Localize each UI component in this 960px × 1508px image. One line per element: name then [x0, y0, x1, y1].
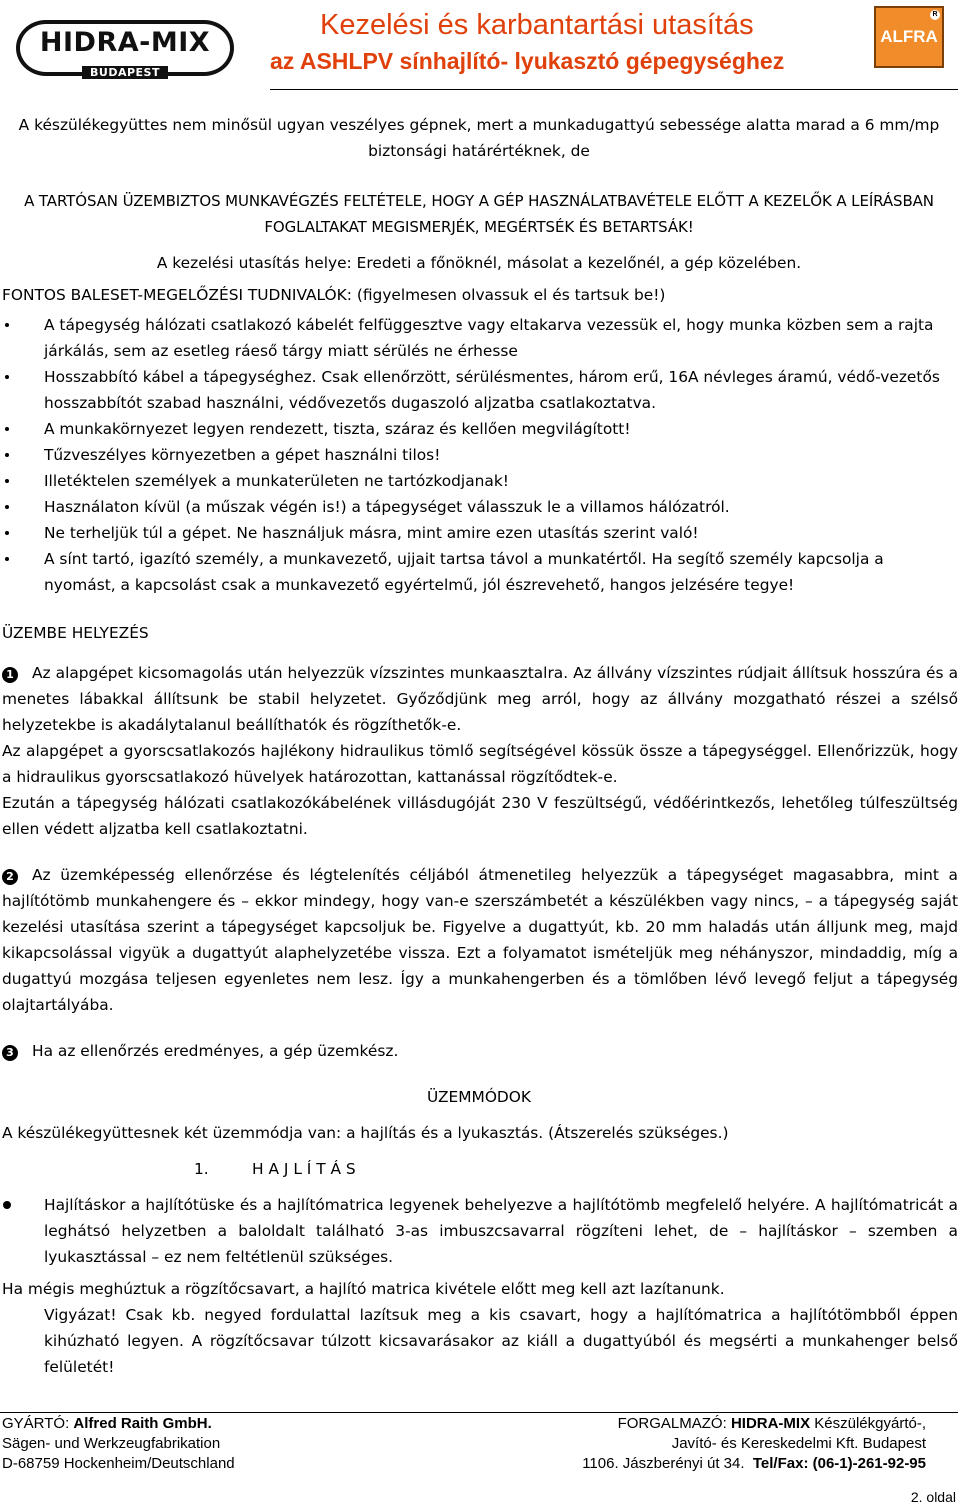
- safety-item: [0, 494, 958, 520]
- safety-item-key: jelzésére: [670, 576, 740, 594]
- startup-step-1: [0, 660, 958, 738]
- document-subtitle: az ASHLPV sínhajlító- lyukasztó gépegységhez: [270, 48, 785, 74]
- safety-item: [0, 520, 958, 546]
- manufacturer-label: GYÁRTÓ:: [2, 1415, 74, 1432]
- safety-heading-note: (figyelmesen olvassuk el és tartsuk be!): [351, 286, 666, 304]
- intro-text: A készülékegyüttes nem minősül ugyan veszélyes gépnek, mert a munkadugattyú sebessége alatta marad a 6 mm/mp biztonsági határértéknek, de: [18, 116, 940, 160]
- page-header: [0, 0, 960, 92]
- startup-heading: ÜZEMBE HELYEZÉS: [2, 624, 149, 642]
- step-number-badge: 2: [2, 869, 18, 885]
- footer-divider: [0, 1412, 958, 1413]
- safety-item: [0, 546, 958, 598]
- step-text: Az üzemképesség ellenőrzése és: [32, 866, 310, 884]
- step-text: céljából átmenetileg helyezzük a tápegységet magasabbra, mint a hajlítótömb munkahengere és – ekkor mindegy, hogy van-e szerszámbetét a készülékben vagy nincs, – a: [2, 866, 958, 910]
- safety-item-text: A sínt tartó, igazító személy, a: [44, 550, 284, 568]
- alfra-logo: [874, 6, 944, 68]
- safety-item: [0, 312, 958, 364]
- logo-budapest-text: BUDAPEST: [82, 66, 168, 79]
- warning-text: Csak kb. negyed fordulattal lazítsuk meg a kis csavart, hogy a hajlítómatrica a hajlítótömbből éppen kihúzható legyen. A rögzítőcsavar túlzott kicsavarásakor az kiáll a dugattyúból és megsérti a munkahenger belső felületét!: [44, 1306, 958, 1376]
- safety-item: [0, 416, 958, 442]
- safety-item-key: A munkakörnyezet: [44, 420, 188, 438]
- hidra-mix-logo: [16, 20, 234, 79]
- distributor-line2: Javító- és Kereskedelmi Kft. Budapest: [671, 1435, 926, 1452]
- safety-item-key: Hosszabbító kábel a tápegységhez.: [44, 368, 317, 386]
- safety-item-key: Tűzveszélyes: [44, 446, 147, 464]
- bending-list: [0, 1192, 958, 1270]
- modes-intro: A készülékegyüttesnek két üzemmódja van: a hajlítás és a lyukasztás. (Átszerelés szükséges.): [2, 1124, 729, 1142]
- mode-number: 1.: [194, 1160, 209, 1178]
- warning-caps-text: A TARTÓSAN ÜZEMBIZTOS MUNKAVÉGZÉS FELTÉTELE, HOGY A GÉP HASZNÁLATBAVÉTELE ELŐTT A KEZELŐK A LEÍRÁSBAN FOGLALTAKAT MEGISMERJÉK, MEGÉRTSÉK ÉS BETARTSÁK!: [24, 192, 934, 236]
- distributor-info: [530, 1414, 926, 1474]
- page-number: 2. oldal: [910, 1489, 956, 1505]
- logo-hidra-text: HIDRA-MIX: [39, 27, 211, 58]
- safety-item-text: Csak ellenőrzött, sérülésmentes, három erű, 16A névleges áramú, védő-vezetős hosszabbítót szabad használni, védővezetős dugaszoló aljzatba csatlakoztatva.: [44, 368, 940, 412]
- manufacturer-line2: Sägen- und Werkzeugfabrikation: [2, 1435, 221, 1452]
- bending-warning: [0, 1302, 958, 1380]
- manufacturer-info: [2, 1414, 235, 1474]
- manufacturer-address: D-68759 Hockenheim/Deutschland: [2, 1455, 235, 1472]
- manufacturer-name: Alfred Raith GmbH.: [73, 1415, 212, 1432]
- safety-item-key: munkavezető: [283, 550, 388, 568]
- step-key-term: légtelenítés: [309, 866, 400, 884]
- step-number-badge: 1: [2, 667, 18, 683]
- safety-item: [0, 468, 958, 494]
- distributor-name-rest: Készülékgyártó-,: [810, 1415, 926, 1432]
- safety-item: [0, 364, 958, 416]
- safety-item-text: személyek a munkaterületen ne tartózkodjanak!: [129, 472, 509, 490]
- modes-heading: ÜZEMMÓDOK: [427, 1088, 531, 1106]
- document-body: [0, 112, 958, 1380]
- step-number-badge: 3: [2, 1045, 18, 1061]
- safety-item-text: egyértelmű, jól észrevehető, hangos: [379, 576, 671, 594]
- safety-item-key: Illetéktelen: [44, 472, 130, 490]
- manual-location-text: A kezelési utasítás helye: Eredeti a főnöknél, másolat a kezelőnél, a gép közelében.: [156, 254, 802, 272]
- safety-item-key: A tápegység hálózati csatlakozó kábelét: [44, 316, 354, 334]
- safety-item-text: , ujjait tartsa távol a munkatértől. Ha segítő személy kapcsolja a nyomást, a kapcsolást: [44, 550, 884, 594]
- safety-item-text: legyen rendezett, tiszta, száraz és kellően megvilágított!: [187, 420, 631, 438]
- safety-item: [0, 442, 958, 468]
- startup-step-3: [0, 1038, 958, 1064]
- safety-item-key: csak a munkavezető: [221, 576, 380, 594]
- safety-item-text: tegye!: [739, 576, 795, 594]
- document-title: Kezelési és karbantartási utasítás: [320, 9, 754, 41]
- distributor-address: 1106. Jászberényi út 34.: [582, 1455, 745, 1472]
- bending-item: Hajlításkor a hajlítótüske és a hajlítómatrica legyenek behelyezve a hajlítótömb megfelelő helyére. A hajlítómatricát a leghátsó helyzetben a baloldalt található 3-as imbuszcsavarral rögzíteni lehet, de – hajlításkor – szemben a lyukasztással – ez nem feltétlenül szükséges.: [0, 1192, 958, 1270]
- safety-heading: [0, 282, 958, 308]
- safety-item-text: a gépet. Ne használjuk másra, mint amire ezen utasítás szerint való!: [162, 524, 699, 542]
- distributor-phone: Tel/Fax: (06-1)-261-92-95: [744, 1455, 926, 1472]
- startup-paragraph: Ezután a tápegység hálózati csatlakozókábelének villásdugóját 230 V feszültségű, védőérintkezős, lehetőleg túlfeszültség ellen védett aljzatba kell csatlakoztatni.: [2, 794, 958, 838]
- startup-step-2: [0, 862, 958, 1018]
- distributor-name: HIDRA-MIX: [730, 1415, 811, 1432]
- warning-label: Vigyázat!: [44, 1306, 117, 1324]
- step-key-term: tápegység saját kezelési utasítása szerint: [2, 892, 958, 936]
- step-text: Az alapgépet kicsomagolás után helyezzük vízszintes munkaasztalra. Az állvány vízszintes rúdjait állítsuk hosszúra és a menetes lábakkal állítsunk be stabil helyzetet. Győződjünk meg arról, hogy az állvány mozgatható részei a szélső helyzetekbe is akadálytalanul beállíthatók és rögzíthetők-e.: [2, 664, 958, 734]
- step-text: a tápegységet kapcsoljuk be. Figyelve a dugattyút, kb. 20 mm haladás után álljunk meg, majd kikapcsolással vigyük a dugattyút alaphelyzetébe vissza. Ezt a folyamatot ismételjük meg néhányszor, mindaddig, míg a dugattyú mozgása teljesen egyenletes nem lesz. Így a munkahengerben és a tömlőben lévő levegő feljut a tápegység olajtartályába.: [2, 918, 958, 1014]
- distributor-label: FORGALMAZÓ:: [617, 1415, 731, 1432]
- safety-item-key: Használaton kívül: [44, 498, 181, 516]
- safety-item-text: felfüggesztve vagy eltakarva vezessük el, hogy munka közben sem a rajta járkálás, sem az esetleg ráeső tárgy miatt sérülés ne érhesse: [44, 316, 934, 360]
- bending-note: Ha mégis meghúztuk a rögzítőcsavart, a hajlító matrica kivétele előtt meg kell azt lazítanunk.: [2, 1280, 725, 1298]
- mode-title: H A J L Í T Á S: [252, 1160, 356, 1178]
- header-divider: [270, 89, 958, 90]
- startup-paragraph: Az alapgépet a gyorscsatlakozós hajlékony hidraulikus tömlő segítségével kössük össze a tápegységgel. Ellenőrizzük, hogy a hidraulikus gyorscsatlakozó hüvelyek határozottan, kattanással rögzítődtek-e.: [2, 742, 958, 786]
- alfra-logo-text: ALFRA: [880, 27, 938, 46]
- mode-subheading: [0, 1156, 958, 1182]
- safety-item-text: (a műszak végén is!) a tápegységet válasszuk le a villamos hálózatról.: [180, 498, 730, 516]
- safety-item-text: környezetben a gépet használni tilos!: [146, 446, 441, 464]
- registered-mark: R: [930, 10, 940, 20]
- step-text: Ha az ellenőrzés eredményes, a gép üzemkész.: [32, 1042, 399, 1060]
- safety-heading-main: FONTOS BALESET-MEGELŐZÉSI TUDNIVALÓK:: [2, 286, 352, 304]
- safety-item-key: Ne terheljük túl: [44, 524, 163, 542]
- safety-list: [0, 312, 958, 598]
